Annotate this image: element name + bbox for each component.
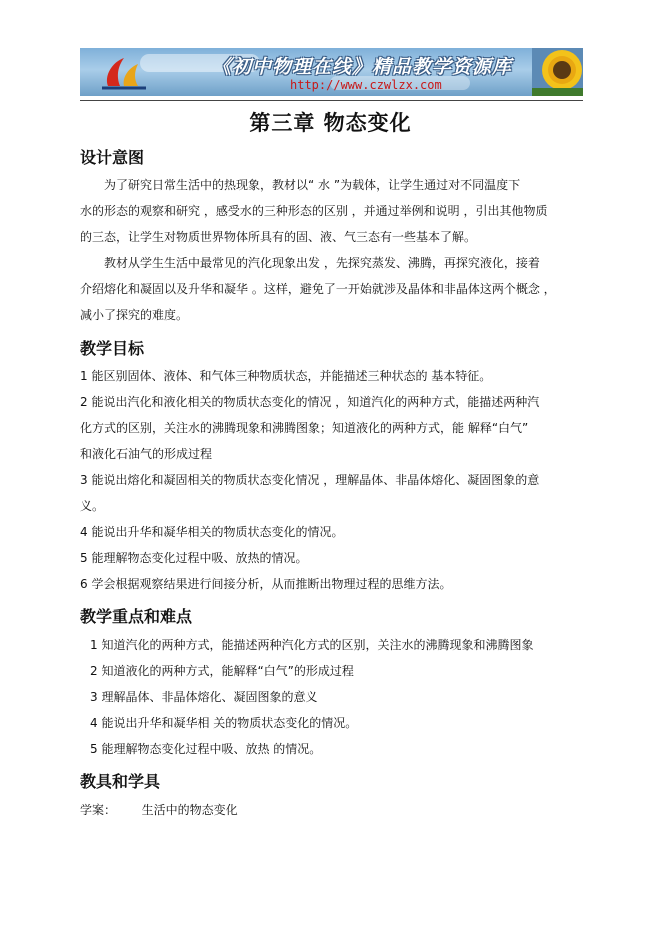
goal-item: 4 能说出升华和凝华相关的物质状态变化的情况。 [80, 525, 344, 539]
banner-url: http://www.czwlzx.com [290, 78, 442, 92]
key-point-item: 1 知道汽化的两种方式，能描述两种汽化方式的区别，关注水的沸腾现象和沸腾图象 [90, 638, 534, 652]
design-para-line: 为了研究日常生活中的热现象，教材以“ 水 ”为载体，让学生通过对不同温度下 [104, 178, 521, 192]
section-heading-goals: 教学目标 [80, 339, 145, 358]
design-para-line: 介绍熔化和凝固以及升华和凝华 。这样，避免了一开始就涉及晶体和非晶体这两个概念 ， [80, 282, 556, 296]
chapter-title: 第三章 物态变化 [249, 110, 412, 135]
key-point-item: 5 能理解物态变化过程中吸、放热 的情况。 [90, 742, 322, 756]
key-point-item: 2 知道液化的两种方式，能解释“白气”的形成过程 [90, 664, 354, 678]
design-para-line: 教材从学生生活中最常见的汽化现象出发 ，先探究蒸发、沸腾，再探究液化，接着 [104, 256, 540, 270]
site-logo-icon [94, 52, 154, 92]
design-para-line: 的三态，让学生对物质世界物体所具有的固、液、气三态有一些基本了解。 [80, 230, 477, 244]
goal-item: 6 学会根据观察结果进行间接分析，从而推断出物理过程的思维方法。 [80, 577, 452, 591]
goal-item: 3 能说出熔化和凝固相关的物质状态变化情况 ，理解晶体、非晶体熔化、凝固图象的意 [80, 473, 540, 487]
design-para-line: 水的形态的观察和研究 ，感受水的三种形态的区别 ，并通过举例和说明 ，引出其他物质 [80, 204, 548, 218]
tools-value: 生活中的物态变化 [141, 803, 238, 817]
goal-item-continued: 义。 [80, 499, 105, 513]
goal-item: 2 能说出汽化和液化相关的物质状态变化的情况 ，知道汽化的两种方式，能描述两种汽 [80, 395, 540, 409]
goal-item: 5 能理解物态变化过程中吸、放热的情况。 [80, 551, 308, 565]
section-heading-design: 设计意图 [80, 148, 145, 167]
design-para-line: 减小了探究的难度。 [80, 308, 189, 322]
header-banner [80, 48, 583, 96]
goal-item: 1 能区别固体、液体、和气体三种物质状态，并能描述三种状态的 基本特征。 [80, 369, 492, 383]
tools-label: 学案： [80, 803, 117, 817]
goal-item-continued: 和液化石油气的形成过程 [80, 447, 213, 461]
section-heading-tools: 教具和学具 [80, 772, 161, 791]
key-point-item: 3 理解晶体、非晶体熔化、凝固图象的意义 [90, 690, 318, 704]
tools-row [80, 797, 585, 823]
section-heading-key-points: 教学重点和难点 [80, 607, 193, 626]
header-divider [80, 100, 583, 101]
sunflower-icon [532, 48, 583, 96]
goal-item-continued: 化方式的区别，关注水的沸腾现象和沸腾图象；知道液化的两种方式，能 解释“白气” [80, 421, 529, 435]
banner-title: 《初中物理在线》精品教学资源库 [212, 56, 513, 78]
key-point-item: 4 能说出升华和凝华相 关的物质状态变化的情况。 [90, 716, 358, 730]
